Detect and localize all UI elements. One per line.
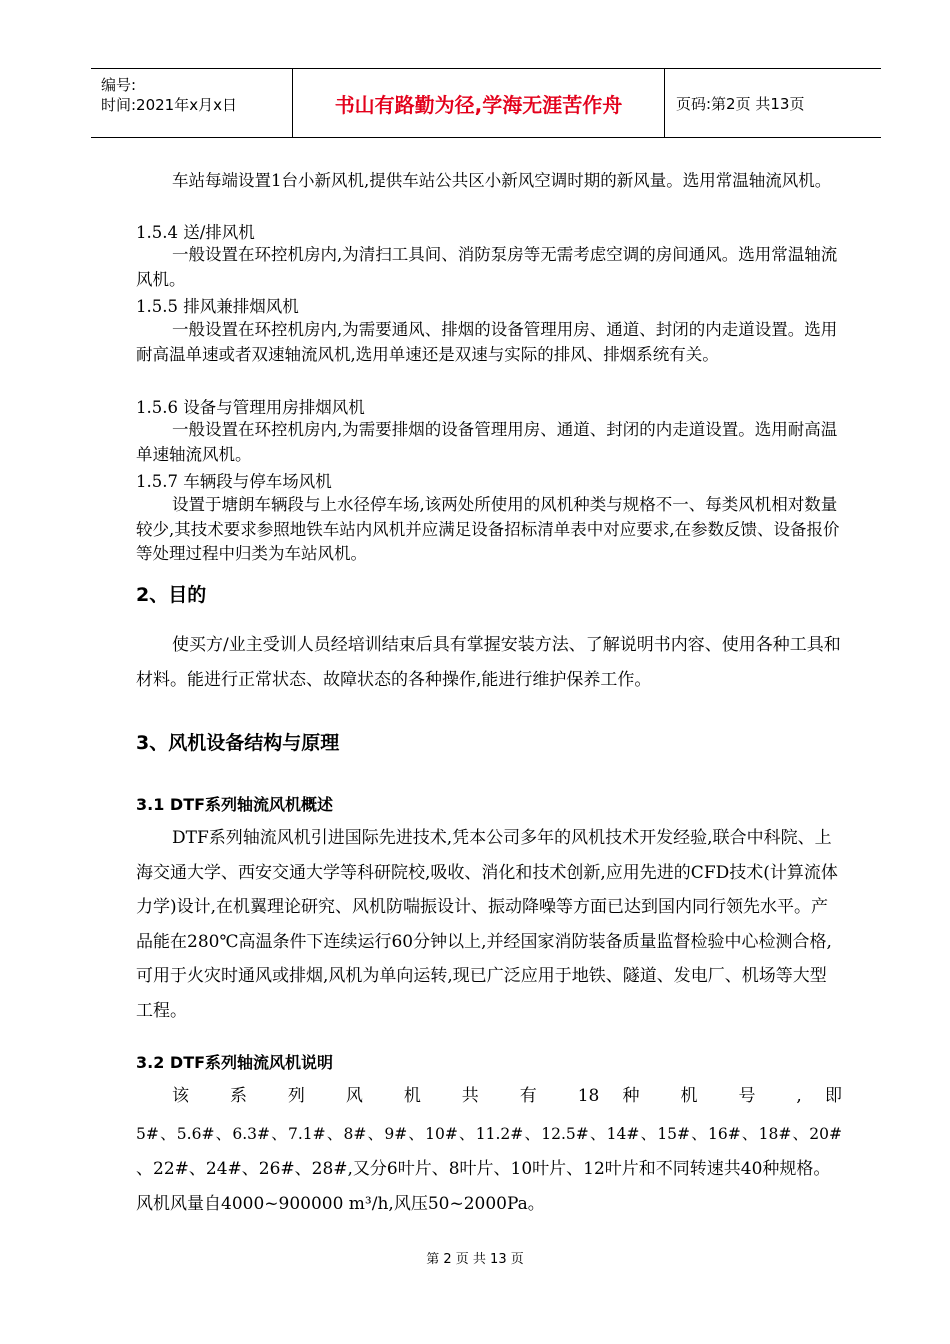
section-3-heading: 3、风机设备结构与原理 <box>136 732 340 754</box>
paragraph-1-5-4: 一般设置在环控机房内,为清扫工具间、消防泵房等无需考虑空调的房间通风。选用常温轴流风机。 <box>136 245 838 289</box>
section-1-5-7-title: 1.5.7 车辆段与停车场风机 <box>136 472 332 491</box>
paragraph-1-5-5: 一般设置在环控机房内,为需要通风、排烟的设备管理用房、通道、封闭的内走道设置。选用耐高温单速或者双速轴流风机,选用单速还是双速与实际的排风、排烟系统有关。 <box>136 320 838 364</box>
paragraph-3-2-rest: 、22#、24#、26#、28#,又分6叶片、8叶片、10叶片、12叶片和不同转速共40种规格。风机风量自4000~900000 m³/h,风压50~2000Pa。 <box>136 1159 831 1214</box>
section-1-5-4-title: 1.5.4 送/排风机 <box>136 223 255 242</box>
header-info-cell <box>91 69 293 137</box>
section-3-1-title: 3.1 DTF系列轴流风机概述 <box>136 795 334 814</box>
section-2-heading: 2、目的 <box>136 584 207 606</box>
number-label: 编号: <box>101 76 137 94</box>
time-label: 时间:2021年x月x日 <box>101 96 237 114</box>
header-motto: 书山有路勤为径,学海无涯苦作舟 <box>293 69 665 137</box>
paragraph-1-5-7: 设置于塘朗车辆段与上水径停车场,该两处所使用的风机种类与规格不一、每类风机相对数量较少,其技术要求参照地铁车站内风机并应满足设备招标清单表中对应要求,在参数反馈、设备报价等处理过程中归类为车站风机。 <box>136 495 840 563</box>
paragraph-3-2-line-2: 5#、5.6#、6.3#、7.1#、8#、9#、10#、11.2#、12.5#、14#、15#、16#、18#、20# <box>136 1125 842 1143</box>
section-3-2-title: 3.2 DTF系列轴流风机说明 <box>136 1053 334 1072</box>
paragraph-1-5-6: 一般设置在环控机房内,为需要排烟的设备管理用房、通道、封闭的内走道设置。选用耐高温单速轴流风机。 <box>136 420 838 464</box>
section-1-5-5-title: 1.5.5 排风兼排烟风机 <box>136 297 299 316</box>
page-header <box>91 68 881 138</box>
section-1-5-6-title: 1.5.6 设备与管理用房排烟风机 <box>136 398 365 417</box>
paragraph-small-fresh-air: 车站每端设置1台小新风机,提供车站公共区小新风空调时期的新风量。选用常温轴流风机。 <box>172 171 832 190</box>
page-footer: 第 2 页 共 13 页 <box>426 1252 524 1267</box>
paragraph-purpose: 使买方/业主受训人员经培训结束后具有掌握安装方法、了解说明书内容、使用各种工具和材料。能进行正常状态、故障状态的各种操作,能进行维护保养工作。 <box>136 635 841 690</box>
header-page-info: 页码:第2页 共13页 <box>676 94 805 113</box>
paragraph-3-2-line-1: 该 系 列 风 机 共 有 18 种 机 号 , 即 <box>172 1086 842 1106</box>
paragraph-3-1: DTF系列轴流风机引进国际先进技术,凭本公司多年的风机技术开发经验,联合中科院、上海交通大学、西安交通大学等科研院校,吸收、消化和技术创新,应用先进的CFD技术(计算流体力学)设计,在机翼理论研究、风机防喘振设计、振动降噪等方面已达到国内同行领先水平。产品能在280℃高温条件下连续运行60分钟以上,并经国家消防装备质量监督检验中心检测合格,可用于火灾时通风或排烟,风机为单向运转,现已广泛应用于地铁、隧道、发电厂、机场等大型工程。 <box>136 828 838 1021</box>
